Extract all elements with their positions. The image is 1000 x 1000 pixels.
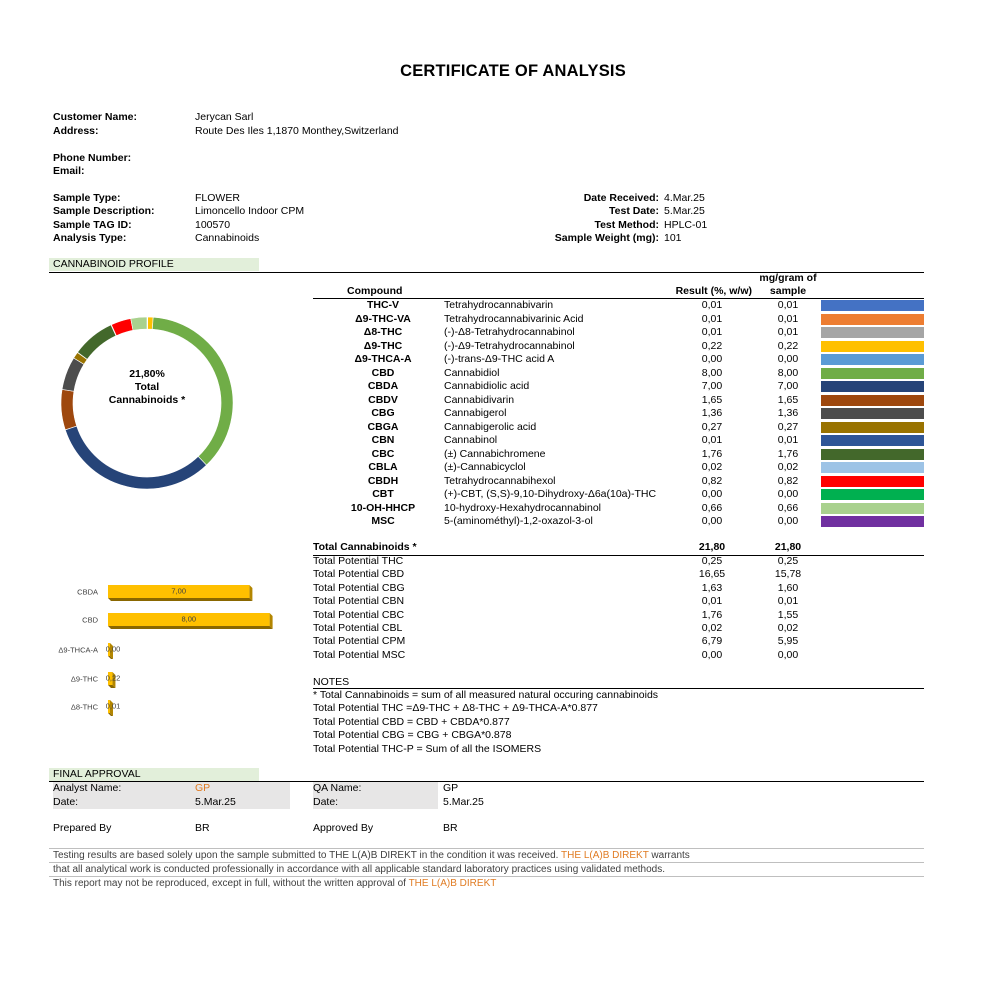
donut-slice-cbdv	[61, 389, 77, 429]
compound-color-swatch	[821, 395, 924, 406]
potential-mg: 0,02	[777, 622, 799, 634]
bar-value-label: 7,00	[171, 586, 187, 596]
approved-by: BR	[443, 822, 458, 834]
compound-result: 0,01	[701, 312, 723, 325]
bar-category-label: CBD	[82, 615, 98, 625]
sample-weight-label: Sample Weight (mg):	[554, 232, 659, 244]
potential-mg: 0,25	[777, 555, 799, 567]
test-date: 5.Mar.25	[664, 205, 705, 217]
potential-mg: 5,95	[777, 635, 799, 648]
compound-abbr: Δ9-THC-VA	[355, 312, 411, 325]
potential-mg: 0,00	[777, 648, 799, 661]
compound-result: 1,65	[701, 393, 723, 406]
bar-category-label: CBDA	[77, 587, 98, 597]
potential-label: Total Potential CBN	[313, 595, 405, 608]
compound-result: 7,00	[701, 380, 723, 392]
compound-abbr: CBT	[372, 488, 394, 500]
approved-by-label: Approved By	[313, 822, 374, 834]
sample-type: FLOWER	[195, 192, 240, 204]
customer-name-label: Customer Name:	[53, 111, 138, 123]
compound-color-swatch	[821, 449, 924, 460]
compound-result: 0,27	[701, 420, 723, 433]
potential-label: Total Potential MSC	[313, 648, 406, 661]
compound-name: (-)-Δ9-Tetrahydrocannabinol	[444, 339, 575, 352]
sample-desc: Limoncello Indoor CPM	[195, 205, 305, 217]
compound-abbr: CBN	[371, 434, 395, 446]
compound-color-swatch	[821, 462, 924, 473]
compound-color-swatch	[821, 516, 924, 527]
test-method-label: Test Method:	[594, 219, 659, 231]
compound-color-swatch	[821, 368, 924, 379]
note-line: Total Potential THC =Δ9-THC + Δ8-THC + Δ9-THCA-A*0.877	[313, 702, 598, 715]
document-title: CERTIFICATE OF ANALYSIS	[400, 62, 626, 80]
compound-mg: 0,01	[777, 326, 799, 338]
compound-name: Cannabidivarin	[444, 393, 515, 406]
compound-name: (-)-Δ8-Tetrahydrocannabinol	[444, 326, 575, 338]
compound-mg: 0,22	[777, 339, 799, 352]
compound-color-swatch	[821, 381, 924, 392]
potential-label: Total Potential CPM	[313, 635, 406, 648]
compound-abbr: CBLA	[368, 461, 398, 473]
compound-name: Tetrahydrocannabihexol	[444, 474, 556, 487]
compound-mg: 7,00	[777, 380, 799, 392]
phone-label: Phone Number:	[53, 152, 132, 164]
compound-name: Tetrahydrocannabivarin	[444, 299, 554, 311]
donut-slice-cbda	[65, 426, 206, 489]
address: Route Des Iles 1,1870 Monthey,Switzerland	[195, 125, 399, 137]
analyst-date-label: Date:	[53, 796, 79, 808]
bar-category-label: Δ8-THC	[70, 702, 98, 712]
donut-center-percent: 21,80%	[129, 368, 165, 380]
potential-label: Total Potential CBD	[313, 568, 405, 581]
test-method: HPLC-01	[664, 219, 708, 231]
potential-result: 0,00	[701, 648, 723, 661]
footer-line-1-end: warrants	[648, 850, 690, 861]
compound-color-swatch	[821, 422, 924, 433]
donut-slice-cbc	[78, 325, 116, 359]
compound-mg: 0,01	[777, 299, 799, 311]
bar-category-label: Δ9-THC	[70, 674, 98, 684]
note-line: * Total Cannabinoids = sum of all measured natural occuring cannabinoids	[313, 689, 659, 701]
compound-abbr: CBG	[371, 407, 395, 419]
compound-mg: 0,00	[777, 515, 799, 527]
potential-label: Total Potential CBC	[313, 608, 405, 621]
mg-header-line1: mg/gram of	[759, 272, 817, 284]
sample-tag: 100570	[195, 219, 231, 231]
potential-result: 1,76	[701, 608, 723, 621]
bar-shadow-cbd	[108, 626, 273, 629]
footer-line-3-text: This report may not be reproduced, except in full, without the written approval of	[53, 878, 409, 889]
result-header: Result (%, w/w)	[675, 285, 752, 297]
donut-slice-10-oh-hhcp	[131, 317, 147, 330]
potential-result: 0,02	[701, 622, 723, 634]
compound-result: 0,01	[701, 326, 723, 338]
compound-mg: 1,65	[777, 393, 799, 406]
compound-name: Tetrahydrocannabivarinic Acid	[444, 312, 584, 325]
compound-name: (-)-trans-Δ9-THC acid A	[444, 353, 555, 365]
donut-slice-cbg	[62, 358, 84, 391]
compound-color-swatch	[821, 341, 924, 352]
test-date-label: Test Date:	[609, 205, 659, 217]
compound-name: (±)-Cannabicyclol	[444, 461, 526, 473]
donut-slice-cbd	[152, 317, 233, 465]
notes-title: NOTES	[313, 676, 350, 688]
footer-lab-name: THE L(A)B DIREKT	[561, 850, 649, 861]
compound-abbr: Δ9-THCA-A	[354, 353, 412, 365]
potential-mg: 15,78	[774, 568, 802, 581]
compound-name: (+)-CBT, (S,S)-9,10-Dihydroxy-Δ6a(10a)-THC	[444, 488, 657, 500]
footer-lab-name-2: THE L(A)B DIREKT	[408, 878, 497, 889]
compound-name: (±) Cannabichromene	[444, 447, 546, 460]
analyst-date: 5.Mar.25	[195, 796, 236, 808]
total-cannabinoids-label: Total Cannabinoids *	[313, 541, 417, 553]
compound-result: 8,00	[701, 366, 723, 379]
compound-mg: 0,82	[777, 474, 799, 487]
compound-result: 0,01	[701, 299, 723, 311]
compound-abbr: CBD	[371, 366, 395, 379]
compound-color-swatch	[821, 327, 924, 338]
note-line: Total Potential THC-P = Sum of all the ISOMERS	[313, 742, 542, 755]
compound-mg: 1,36	[777, 407, 799, 419]
compound-result: 0,82	[701, 474, 723, 487]
potential-result: 1,63	[701, 581, 723, 594]
address-label: Address:	[53, 125, 99, 137]
bar-shadow-cbda	[108, 598, 252, 601]
compound-result: 1,36	[701, 407, 723, 419]
bar-category-label: Δ9-THCA-A	[58, 645, 98, 655]
compound-color-swatch	[821, 314, 924, 325]
compound-color-swatch	[821, 435, 924, 446]
compound-color-swatch	[821, 300, 924, 311]
qa-label: QA Name:	[313, 782, 362, 794]
analysis-type: Cannabinoids	[195, 232, 260, 244]
bar-value-label: 0,22	[105, 673, 121, 683]
potential-mg: 1,55	[777, 608, 799, 621]
total-cannabinoids-result: 21,80	[698, 541, 726, 553]
mg-header-line2: sample	[769, 285, 807, 297]
compound-mg: 0,66	[777, 501, 799, 514]
compound-name: 5-(aminométhyl)-1,2-oxazol-3-ol	[444, 515, 593, 527]
prepared-by-label: Prepared By	[53, 822, 112, 834]
footer-line-3	[53, 877, 496, 890]
compound-result: 0,01	[701, 434, 723, 446]
compound-abbr: CBGA	[367, 420, 399, 433]
qa-date: 5.Mar.25	[443, 796, 484, 808]
qa-name: GP	[443, 782, 459, 794]
totals-divider	[313, 555, 924, 556]
compound-name: Cannabinol	[444, 434, 498, 446]
compound-abbr: THC-V	[366, 299, 400, 311]
potential-result: 0,25	[701, 555, 723, 567]
bar-value-label: 8,00	[181, 614, 197, 624]
note-line: Total Potential CBG = CBG + CBGA*0.878	[313, 729, 512, 742]
compound-mg: 0,27	[777, 420, 799, 433]
total-cannabinoids-donut-chart	[52, 308, 242, 498]
compound-abbr: CBC	[371, 447, 395, 460]
sample-tag-label: Sample TAG ID:	[53, 219, 132, 231]
bar-value-label: 0,01	[105, 701, 121, 711]
qa-date-label: Date:	[313, 796, 339, 808]
compound-abbr: MSC	[371, 515, 395, 527]
compound-name: Cannabidiol	[444, 366, 500, 379]
sample-desc-label: Sample Description:	[53, 205, 155, 217]
note-line: Total Potential CBD = CBD + CBDA*0.877	[313, 715, 510, 728]
compound-result: 0,66	[701, 501, 723, 514]
sample-weight: 101	[664, 232, 682, 244]
compound-color-swatch	[821, 476, 924, 487]
compound-mg: 0,00	[777, 488, 799, 500]
compound-color-swatch	[821, 354, 924, 365]
potential-result: 16,65	[698, 568, 726, 581]
sample-type-label: Sample Type:	[53, 192, 121, 204]
compound-abbr: Δ8-THC	[363, 326, 403, 338]
compound-result: 0,00	[701, 488, 723, 500]
potential-result: 6,79	[701, 635, 723, 648]
customer-name: Jerycan Sarl	[195, 111, 254, 123]
compound-result: 0,00	[701, 515, 723, 527]
compound-name: 10-hydroxy-Hexahydrocannabinol	[444, 501, 602, 514]
final-approval-header: FINAL APPROVAL	[49, 768, 259, 781]
compound-color-swatch	[821, 408, 924, 419]
compound-header: Compound	[347, 285, 403, 297]
bar-value-label: 0,00	[105, 644, 121, 654]
potential-mg: 0,01	[777, 595, 799, 608]
compound-abbr: Δ9-THC	[363, 339, 403, 352]
compound-mg: 0,00	[777, 353, 799, 365]
cannabinoid-profile-header: CANNABINOID PROFILE	[49, 258, 259, 271]
compound-abbr: 10-OH-HHCP	[350, 501, 416, 514]
potential-label: Total Potential CBG	[313, 581, 405, 594]
prepared-by: BR	[195, 822, 210, 834]
compound-mg: 0,01	[777, 312, 799, 325]
compound-name: Cannabigerol	[444, 407, 507, 419]
potential-label: Total Potential THC	[313, 555, 404, 567]
email-label: Email:	[53, 165, 85, 177]
compound-abbr: CBDH	[367, 474, 399, 487]
footer-line-1	[53, 849, 690, 862]
compound-result: 1,76	[701, 447, 723, 460]
compound-result: 0,02	[701, 461, 723, 473]
compound-result: 0,22	[701, 339, 723, 352]
compound-mg: 8,00	[777, 366, 799, 379]
analyst-name: GP	[195, 782, 211, 794]
compound-name: Cannabigerolic acid	[444, 420, 537, 433]
compound-mg: 0,01	[777, 434, 799, 446]
potential-mg: 1,60	[777, 581, 799, 594]
compound-name: Cannabidiolic acid	[444, 380, 530, 392]
compound-result: 0,00	[701, 353, 723, 365]
potential-label: Total Potential CBL	[313, 622, 403, 634]
compound-mg: 0,02	[777, 461, 799, 473]
compound-mg: 1,76	[777, 447, 799, 460]
analyst-label: Analyst Name:	[53, 782, 122, 794]
analysis-type-label: Analysis Type:	[53, 232, 127, 244]
footer-line-1-text: Testing results are based solely upon the sample submitted to THE L(A)B DIREKT in the condition it was received.	[53, 850, 562, 861]
compound-abbr: CBDV	[368, 393, 398, 406]
footer-line-2: that all analytical work is conducted professionally in accordance with all applicable standard laboratory practices using validated methods.	[53, 864, 666, 875]
date-received: 4.Mar.25	[664, 192, 705, 204]
compound-color-swatch	[821, 489, 924, 500]
horizontal-bar-chart	[50, 575, 290, 725]
donut-center-line3: Cannabinoids *	[108, 394, 186, 406]
total-cannabinoids-mg: 21,80	[774, 541, 802, 553]
donut-center-line2: Total	[134, 381, 160, 393]
compound-color-swatch	[821, 503, 924, 514]
compound-abbr: CBDA	[367, 380, 399, 392]
potential-result: 0,01	[701, 595, 723, 608]
date-received-label: Date Received:	[583, 192, 659, 204]
